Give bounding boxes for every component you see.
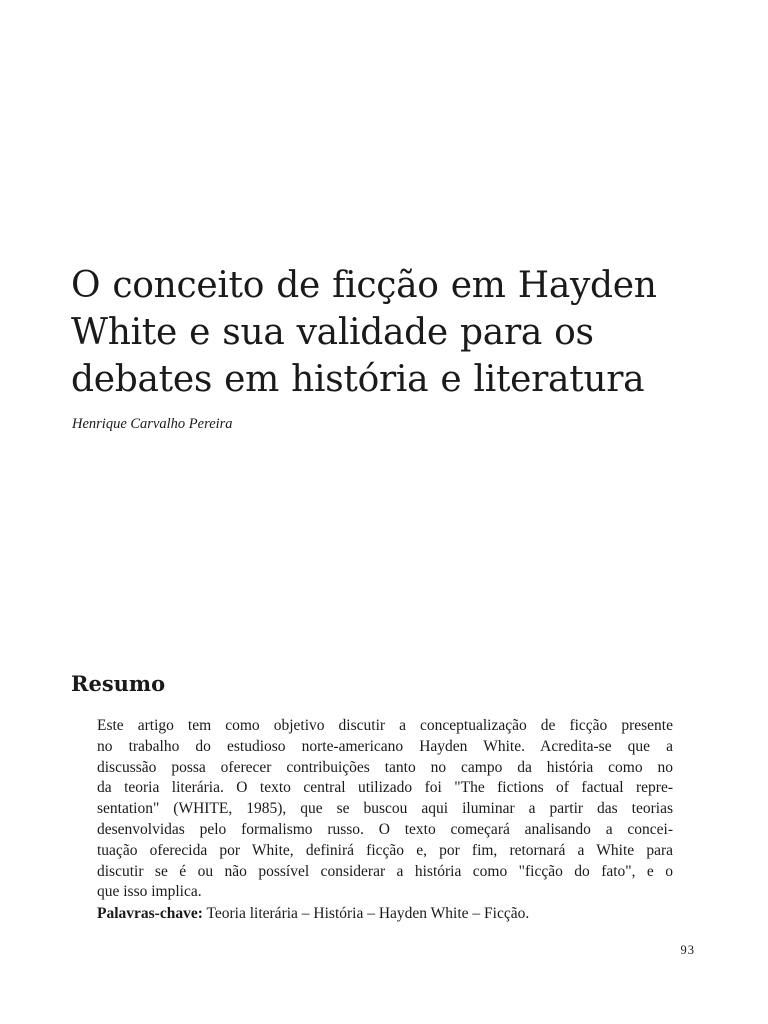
author-name: Henrique Carvalho Pereira xyxy=(72,416,233,432)
abstract-line: que isso implica. xyxy=(97,883,202,901)
abstract-line: sentation" (WHITE, 1985), que se buscou aqui iluminar a partir das teorias xyxy=(97,800,673,818)
abstract-body xyxy=(97,716,673,903)
title-line: debates em história e literatura xyxy=(71,359,645,400)
page-number: 93 xyxy=(680,943,695,957)
abstract-line: desenvolvidas pelo formalismo russo. O texto começará analisando a concei- xyxy=(97,820,673,838)
abstract-line: Este artigo tem como objetivo discutir a conceptualização de ficção presente xyxy=(97,717,673,734)
abstract-line: no trabalho do estudioso norte-americano Hayden White. Acredita-se que a xyxy=(97,737,673,755)
keywords-label: Palavras-chave: xyxy=(97,905,203,922)
title-line: White e sua validade para os xyxy=(71,312,594,353)
abstract-line: discussão possa oferecer contribuições tanto no campo da história como no xyxy=(97,758,673,776)
abstract-line: da teoria literária. O texto central utilizado foi "The fictions of factual repre- xyxy=(97,779,673,797)
article-title xyxy=(71,262,711,403)
keywords-text: Teoria literária – História – Hayden White – Ficção. xyxy=(202,905,530,922)
abstract-line: tuação oferecida por White, definirá ficção e, por fim, retornará a White para xyxy=(97,841,673,859)
title-line: O conceito de ficção em Hayden xyxy=(71,265,657,306)
keywords xyxy=(97,904,673,925)
abstract-line: discutir se é ou não possível considerar a história como "ficção do fato", e o xyxy=(97,862,673,880)
abstract-heading: Resumo xyxy=(71,671,166,696)
